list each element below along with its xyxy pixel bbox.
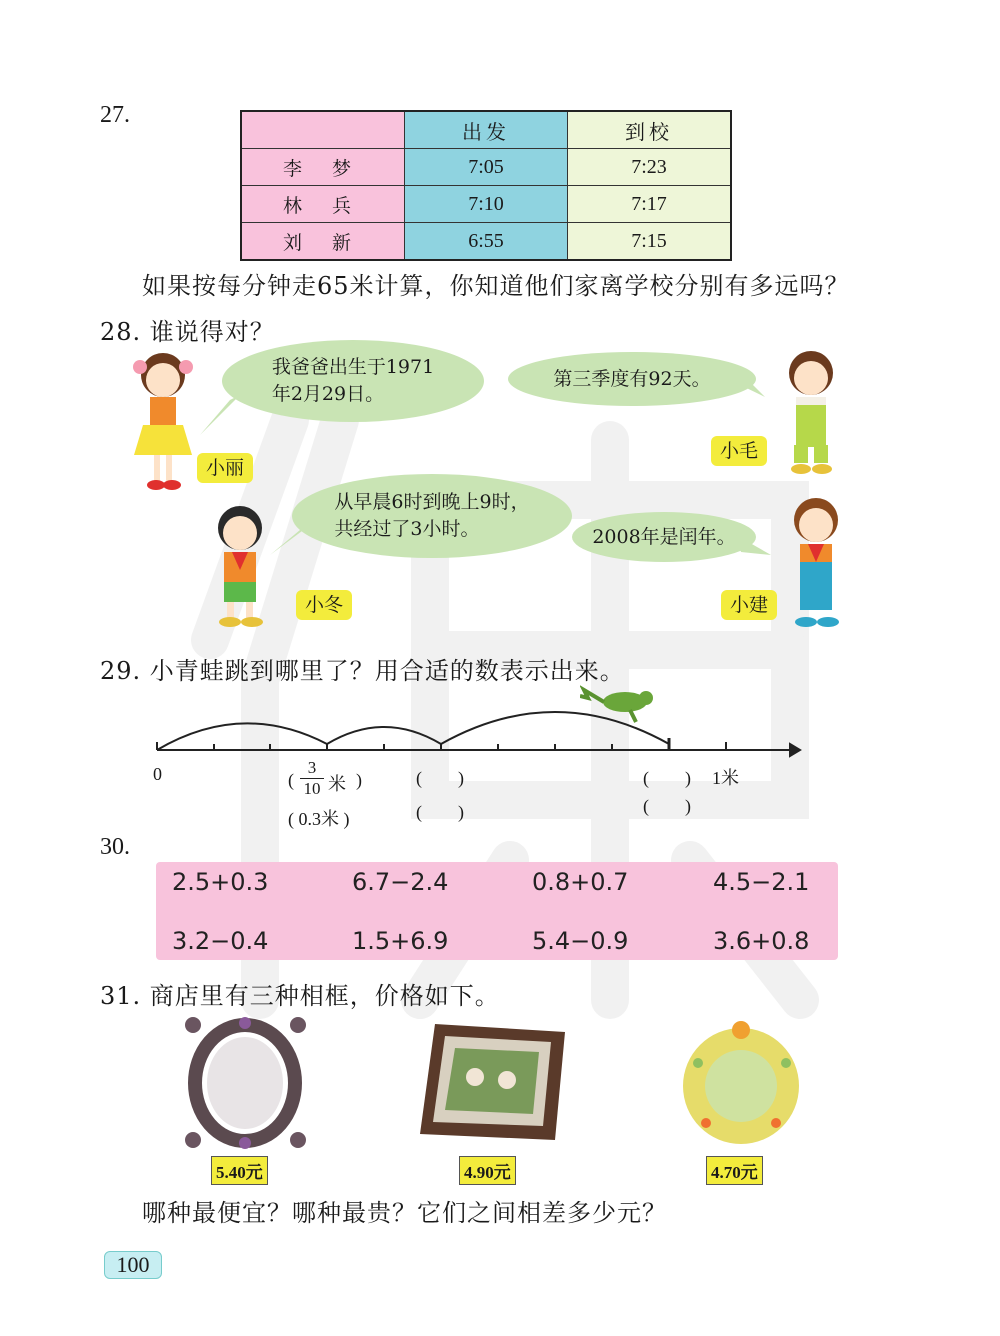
fraction-denominator: 10 (300, 778, 324, 799)
name-tag-xiaomao: 小毛 (711, 436, 767, 466)
bubble-tail (736, 530, 776, 570)
table-row (241, 186, 731, 223)
time-table (240, 110, 732, 261)
number-line-zero: 0 (153, 764, 162, 784)
calc-item: 3.2−0.4 (172, 927, 269, 955)
price-tag: 5.40元 (211, 1156, 268, 1185)
speech-bubble-xiaomao (508, 352, 756, 406)
table-row (241, 223, 731, 261)
fraction-numerator: 3 (307, 758, 317, 777)
table-cell-arrive: 7:17 (568, 186, 732, 223)
table-header-cell (241, 111, 405, 149)
question-31-title: 31. 商店里有三种相框，价格如下。 (100, 982, 500, 1010)
paren-open: ( (288, 770, 294, 790)
calc-item: 2.5+0.3 (172, 868, 269, 896)
speech-bubble-xiaoli (222, 340, 484, 422)
answer-blank[interactable]: ( ) (416, 768, 464, 788)
arrow-head (790, 744, 800, 756)
fraction (300, 758, 324, 799)
page-number: 100 (104, 1251, 162, 1279)
bubble-line: 共经过了3小时。 (334, 518, 480, 540)
question-27-number: 27. (100, 102, 130, 128)
price-tag: 4.90元 (459, 1156, 516, 1185)
bubble-line: 第三季度有92天。 (553, 367, 711, 390)
question-28-title: 28. 谁说得对？ (100, 318, 275, 346)
answer-blank[interactable]: ( ) (643, 796, 691, 816)
speech-bubble-xiaojian (572, 512, 756, 562)
table-cell-depart: 7:05 (405, 149, 568, 186)
number-line (150, 680, 810, 760)
number-line-one-meter: 1米 (712, 768, 739, 788)
question-31-text: 哪种最便宜？哪种最贵？它们之间相差多少元？ (142, 1199, 667, 1227)
round-frame-image (676, 1018, 806, 1148)
calc-item: 0.8+0.7 (532, 868, 629, 896)
bubble-line: 2008年是闰年。 (592, 525, 736, 548)
ornate-frame-image (183, 1015, 308, 1150)
table-cell-depart: 7:10 (405, 186, 568, 223)
name-tag-xiaojian: 小建 (721, 590, 777, 620)
calc-item: 6.7−2.4 (352, 868, 449, 896)
answer-blank[interactable]: ( ) (643, 768, 691, 788)
table-cell-name: 李 梦 (241, 149, 405, 186)
wood-frame-image (415, 1022, 570, 1144)
calc-item: 4.5−2.1 (713, 868, 810, 896)
table-cell-name: 林 兵 (241, 186, 405, 223)
question-30-number: 30. (100, 834, 130, 860)
girl-xiaoli-illustration (128, 345, 198, 500)
question-27-text: 如果按每分钟走65米计算，你知道他们家离学校分别有多远吗？ (142, 272, 850, 300)
name-tag-xiaoli: 小丽 (197, 453, 253, 483)
table-row (241, 149, 731, 186)
name-tag-xiaodong: 小冬 (296, 590, 352, 620)
boy-xiaomao-illustration (776, 345, 846, 480)
table-cell-name: 刘 新 (241, 223, 405, 261)
question-29-title: 29. 小青蛙跳到哪里了？用合适的数表示出来。 (100, 657, 625, 685)
jump-arc (157, 723, 327, 750)
table-cell-depart: 6:55 (405, 223, 568, 261)
table-header-cell: 到校 (568, 111, 732, 149)
calc-item: 1.5+6.9 (352, 927, 449, 955)
bubble-line: 从早晨6时到晚上9时， (334, 491, 530, 513)
bubble-line: 年2月29日。 (271, 383, 385, 405)
answer-blank[interactable]: ( ) (416, 802, 464, 822)
bubble-tail (200, 395, 250, 445)
table-cell-arrive: 7:15 (568, 223, 732, 261)
fraction-unit: 米 (328, 774, 346, 794)
decimal-example: ( 0.3米 ) (288, 809, 350, 829)
table-header-row (241, 111, 731, 149)
price-tag: 4.70元 (706, 1156, 763, 1185)
table-cell-arrive: 7:23 (568, 149, 732, 186)
paren-close: ) (356, 770, 362, 790)
bubble-line: 我爸爸出生于1971 (271, 356, 435, 378)
jump-arc (327, 727, 441, 744)
bubble-tail (730, 372, 770, 412)
frog-icon (580, 680, 660, 725)
calc-item: 3.6+0.8 (713, 927, 810, 955)
boy-xiaodong-illustration (200, 500, 282, 630)
boy-xiaojian-illustration (776, 492, 856, 634)
speech-bubble-xiaodong (292, 474, 572, 558)
table-header-cell: 出发 (405, 111, 568, 149)
calc-item: 5.4−0.9 (532, 927, 629, 955)
